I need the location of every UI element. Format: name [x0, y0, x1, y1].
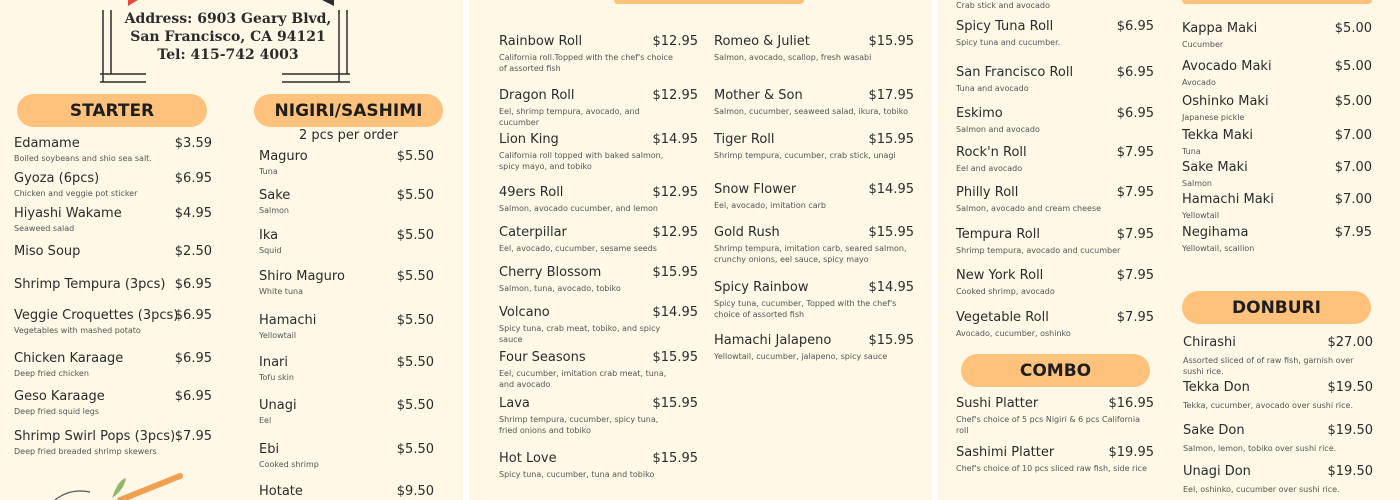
menu-item-price: $19.50	[1327, 380, 1373, 395]
menu-item-price: $5.50	[396, 269, 434, 284]
menu-item-name: Gold Rush	[714, 225, 780, 240]
menu-item-name: Geso Karaage	[14, 389, 105, 404]
menu-item-price: $5.00	[1334, 21, 1372, 36]
menu-item-name: Hamachi Jalapeno	[714, 333, 832, 348]
menu-item-name: Hot Love	[499, 451, 557, 466]
menu-item-description: Cucumber	[1182, 40, 1224, 49]
menu-panel-starter-nigiri	[0, 0, 463, 500]
combo-heading: COMBO	[961, 354, 1150, 387]
menu-item	[1182, 225, 1372, 265]
menu-item-price: $7.95	[1116, 310, 1154, 325]
menu-item-description: Salmon and avocado	[956, 125, 1040, 134]
menu-item-price: $7.00	[1334, 160, 1372, 175]
menu-item-description: Tekka, cucumber, avocado over sushi rice.	[1183, 401, 1354, 410]
menu-item	[259, 188, 434, 228]
menu-item-name: Hiyashi Wakame	[14, 206, 122, 221]
donburi-heading: DONBURI	[1182, 291, 1371, 324]
menu-item-description: Deep fried breaded shrimp skewers	[14, 447, 157, 456]
menu-item-name: Spicy Tuna Roll	[956, 19, 1054, 34]
menu-item-price: $14.95	[868, 280, 914, 295]
menu-item-price: $12.95	[652, 34, 698, 49]
menu-item	[14, 389, 212, 429]
menu-item-name: Shrimp Swirl Pops (3pcs)	[14, 429, 176, 444]
menu-item-name: Sake	[259, 188, 291, 203]
menu-item-description: Vegetables with mashed potato	[14, 326, 141, 335]
maki-heading-edge	[1182, 0, 1372, 4]
menu-item-description: Yellowtail	[1182, 211, 1220, 220]
menu-item-price: $6.95	[1116, 19, 1154, 34]
rolls-heading-edge	[614, 0, 804, 4]
menu-item-price: $7.95	[1116, 145, 1154, 160]
menu-item-description: Spicy tuna, cucumber, tuna and tobiko	[499, 470, 655, 479]
menu-item-name: Ebi	[259, 442, 280, 457]
menu-item-description: Eel and avocado	[956, 164, 1023, 173]
nigiri-subtitle: 2 pcs per order	[298, 128, 399, 143]
menu-item-price: $27.00	[1327, 335, 1373, 350]
menu-item	[259, 149, 434, 189]
chopsticks-illustration	[40, 470, 240, 500]
menu-item	[1183, 464, 1373, 500]
menu-item-description: Tuna	[1182, 147, 1201, 156]
menu-item-price: $7.95	[1116, 185, 1154, 200]
menu-item-name: 49ers Roll	[499, 185, 564, 200]
menu-item-price: $14.95	[652, 132, 698, 147]
menu-item	[14, 351, 212, 391]
menu-item	[956, 310, 1154, 350]
menu-item-description: Eel, oshinko, cucumber over sushi rice.	[1183, 485, 1340, 494]
menu-item-price: $5.50	[396, 398, 434, 413]
menu-item	[499, 350, 698, 390]
menu-item-price: $9.50	[396, 484, 434, 499]
menu-item-price: $6.95	[1116, 65, 1154, 80]
menu-item	[956, 19, 1154, 59]
menu-item-description: Eel, avocado, cucumber, sesame seeds	[499, 244, 657, 253]
menu-item-description: Yellowtail	[259, 331, 297, 340]
menu-item	[714, 333, 914, 373]
menu-item-price: $12.95	[652, 185, 698, 200]
menu-item-description: Tofu skin	[259, 373, 294, 382]
menu-panel-specialty-rolls	[469, 0, 932, 500]
menu-item-description: Shrimp tempura, imitation carb, seared salmon, crunchy onions, eel sauce, spicy mayo	[714, 244, 907, 264]
menu-item-description: Tuna and avocado	[956, 84, 1029, 93]
rolls-top-fragment: Crab stick and avocado	[956, 1, 1050, 10]
menu-item-description: Yellowtail, scallion	[1182, 244, 1255, 253]
menu-item-name: Cherry Blossom	[499, 265, 602, 280]
menu-item-price: $15.95	[868, 132, 914, 147]
menu-item-price: $15.95	[652, 265, 698, 280]
menu-item	[1182, 59, 1372, 99]
menu-item-description: Salmon, avocado and cream cheese	[956, 204, 1102, 213]
menu-item-description: Eel, avocado, imitation carb	[714, 201, 826, 210]
menu-item-description: Japanese pickle	[1182, 113, 1245, 122]
menu-item-name: Gyoza (6pcs)	[14, 171, 100, 186]
menu-item-description: Avocado, cucumber, oshinko	[956, 329, 1071, 338]
menu-item-price: $5.50	[396, 228, 434, 243]
menu-item-description: Salmon, avocado cucumber, and lemon	[499, 204, 658, 213]
menu-item-name: Rainbow Roll	[499, 34, 583, 49]
menu-item-description: Salmon, tuna, avocado, tobiko	[499, 284, 621, 293]
address-line-3: Tel: 415-742 4003	[157, 47, 299, 63]
menu-item-price: $7.95	[1116, 227, 1154, 242]
menu-item	[259, 398, 434, 438]
menu-item	[714, 225, 914, 265]
menu-item	[1182, 21, 1372, 61]
menu-item	[499, 451, 698, 491]
menu-item-description: Chef's choice of 5 pcs Nigiri & 6 pcs California roll	[956, 415, 1140, 435]
menu-item-name: Oshinko Maki	[1182, 94, 1269, 109]
menu-item-name: Sushi Platter	[956, 396, 1039, 411]
menu-item	[14, 429, 212, 469]
menu-item-description: Cooked shrimp, avocado	[956, 287, 1055, 296]
menu-item-name: Philly Roll	[956, 185, 1019, 200]
menu-item-name: Sake Maki	[1182, 160, 1248, 175]
menu-item-price: $17.95	[868, 88, 914, 103]
menu-item-name: Veggie Croquettes (3pcs)	[14, 308, 179, 323]
menu-item-name: Sake Don	[1183, 423, 1245, 438]
menu-item-description: California roll.Topped with the chef's choice of assorted fish	[499, 53, 673, 73]
menu-item	[259, 484, 434, 500]
menu-item-name: Dragon Roll	[499, 88, 575, 103]
menu-item	[259, 355, 434, 395]
menu-item-price: $5.50	[396, 313, 434, 328]
menu-item	[956, 185, 1154, 225]
menu-item	[259, 228, 434, 268]
menu-item-price: $5.00	[1334, 94, 1372, 109]
menu-item-name: Kappa Maki	[1182, 21, 1258, 36]
menu-item-name: Edamame	[14, 136, 80, 151]
menu-item-name: Unagi Don	[1183, 464, 1251, 479]
menu-item-description: Salmon, cucumber, seaweed salad, ikura, tobiko	[714, 107, 909, 116]
menu-item-description: Avocado	[1182, 78, 1216, 87]
menu-item-name: Shiro Maguro	[259, 269, 345, 284]
menu-item-price: $16.95	[1108, 396, 1154, 411]
menu-item-price: $15.95	[868, 225, 914, 240]
menu-item-name: Sashimi Platter	[956, 445, 1055, 460]
menu-item-name: Inari	[259, 355, 288, 370]
menu-item-name: Tempura Roll	[956, 227, 1040, 242]
menu-item-description: Salmon, avocado, scallop, fresh wasabi	[714, 53, 872, 62]
menu-item-price: $15.95	[868, 333, 914, 348]
menu-item	[499, 396, 698, 436]
menu-item-price: $6.95	[174, 351, 212, 366]
menu-item	[714, 280, 914, 320]
menu-item-description: California roll topped with baked salmon, spicy mayo, and tobiko	[499, 151, 664, 171]
address-line-2: San Francisco, CA 94121	[130, 29, 326, 45]
menu-item-name: Volcano	[499, 305, 550, 320]
menu-item-description: Seaweed salad	[14, 224, 75, 233]
menu-item	[714, 182, 914, 222]
menu-item-name: San Francisco Roll	[956, 65, 1074, 80]
menu-item-name: Caterpillar	[499, 225, 567, 240]
menu-item-price: $7.00	[1334, 128, 1372, 143]
menu-item-price: $5.00	[1334, 59, 1372, 74]
menu-item	[1183, 335, 1373, 375]
menu-item-name: Romeo & Juliet	[714, 34, 810, 49]
starter-heading: STARTER	[17, 94, 207, 127]
menu-item-name: Tekka Maki	[1182, 128, 1253, 143]
menu-item-name: Tekka Don	[1183, 380, 1250, 395]
menu-item-price: $19.50	[1327, 423, 1373, 438]
menu-item-name: Miso Soup	[14, 244, 81, 259]
menu-item-price: $5.50	[396, 355, 434, 370]
menu-item-description: Boiled soybeans and shio sea salt.	[14, 154, 152, 163]
menu-item-price: $6.95	[174, 389, 212, 404]
menu-item-price: $3.59	[174, 136, 212, 151]
menu-item-price: $14.95	[868, 182, 914, 197]
menu-item-name: Ika	[259, 228, 279, 243]
menu-item-price: $15.95	[868, 34, 914, 49]
menu-item-description: Chef's choice of 10 pcs sliced raw fish, side rice	[956, 464, 1147, 473]
menu-item-price: $15.95	[652, 396, 698, 411]
menu-item	[499, 305, 698, 345]
menu-item-description: Eel	[259, 416, 272, 425]
menu-item	[259, 442, 434, 482]
menu-item-name: Hamachi Maki	[1182, 192, 1274, 207]
menu-item-description: Yellowtail, cucumber, jalapeno, spicy sauce	[714, 352, 888, 361]
menu-item	[499, 34, 698, 74]
menu-item-name: Vegetable Roll	[956, 310, 1049, 325]
menu-item-name: Chirashi	[1183, 335, 1236, 350]
menu-item	[956, 145, 1154, 185]
menu-item	[499, 225, 698, 265]
menu-item	[14, 308, 212, 348]
menu-item-price: $6.95	[174, 308, 212, 323]
address-line-1: Address: 6903 Geary Blvd,	[124, 11, 332, 27]
menu-item-price: $14.95	[652, 305, 698, 320]
menu-item-description: Deep fried chicken	[14, 369, 89, 378]
menu-item	[499, 88, 698, 128]
menu-item-price: $2.50	[174, 244, 212, 259]
menu-item-name: New York Roll	[956, 268, 1044, 283]
menu-item-description: Squid	[259, 246, 282, 255]
menu-item-name: Lava	[499, 396, 530, 411]
menu-item	[956, 396, 1154, 436]
menu-item-price: $4.95	[174, 206, 212, 221]
menu-item	[499, 185, 698, 225]
menu-item-description: Chicken and veggie pot sticker	[14, 189, 138, 198]
menu-item	[956, 445, 1154, 485]
menu-item-description: Salmon	[1182, 179, 1212, 188]
menu-item	[956, 227, 1154, 267]
menu-item-name: Mother & Son	[714, 88, 803, 103]
menu-item-name: Four Seasons	[499, 350, 586, 365]
menu-item-description: Shrimp tempura, avocado and cucumber	[956, 246, 1121, 255]
menu-item-name: Hotate	[259, 484, 303, 499]
menu-item-name: Unagi	[259, 398, 297, 413]
menu-item-name: Tiger Roll	[714, 132, 775, 147]
menu-item-description: Cooked shrimp	[259, 460, 319, 469]
menu-item-description: Assorted sliced of of raw fish, garnish over sushi rice.	[1183, 356, 1354, 376]
menu-item-name: Maguro	[259, 149, 308, 164]
menu-item	[259, 269, 434, 309]
menu-item-description: Spicy tuna and cucumber.	[956, 38, 1061, 47]
menu-item-price: $6.95	[174, 171, 212, 186]
menu-item	[14, 171, 212, 211]
menu-item-price: $7.95	[174, 429, 212, 444]
menu-item-price: $12.95	[652, 225, 698, 240]
menu-item-description: Spicy tuna, cucumber, Topped with the chef's choice of assorted fish	[714, 299, 897, 319]
menu-item-price: $7.95	[1334, 225, 1372, 240]
menu-item-price: $15.95	[652, 451, 698, 466]
menu-item-description: Shrimp tempura, cucumber, crab stick, unagi	[714, 151, 896, 160]
menu-item-description: Salmon, lemon, tobiko over sushi rice.	[1183, 444, 1337, 453]
menu-item	[714, 34, 914, 74]
menu-item-name: Lion King	[499, 132, 559, 147]
menu-item-description: Deep fried squid legs	[14, 407, 100, 416]
menu-item	[714, 88, 914, 128]
menu-item	[1183, 380, 1373, 420]
menu-item-price: $5.50	[396, 149, 434, 164]
menu-item-description: Eel, shrimp tempura, avocado, and cucumber	[499, 107, 640, 127]
menu-item-price: $19.95	[1108, 445, 1154, 460]
menu-panel-rolls-combo-maki-donburi	[938, 0, 1400, 500]
menu-item-name: Chicken Karaage	[14, 351, 124, 366]
menu-item-description: Spicy tuna, crab meat, tobiko, and spicy sauce	[499, 324, 661, 344]
menu-item	[259, 313, 434, 353]
menu-item-price: $15.95	[652, 350, 698, 365]
menu-item-name: Shrimp Tempura (3pcs)	[14, 277, 166, 292]
menu-item	[499, 132, 698, 172]
menu-item	[14, 136, 212, 176]
menu-item-name: Negihama	[1182, 225, 1249, 240]
menu-item-name: Eskimo	[956, 106, 1003, 121]
menu-item-price: $6.95	[1116, 106, 1154, 121]
menu-item-name: Hamachi	[259, 313, 317, 328]
menu-item	[956, 65, 1154, 105]
menu-item-name: Avocado Maki	[1182, 59, 1272, 74]
menu-item	[714, 132, 914, 172]
menu-item-description: Shrimp tempura, cucumber, spicy tuna, fried onions and tobiko	[499, 415, 659, 435]
menu-item	[14, 206, 212, 246]
menu-item-name: Snow Flower	[714, 182, 797, 197]
menu-item	[1183, 423, 1373, 463]
menu-item-description: White tuna	[259, 287, 303, 296]
menu-item-description: Tuna	[259, 167, 278, 176]
menu-item-description: Eel, cucumber, imitation crab meat, tuna, and avocado	[499, 369, 667, 389]
menu-item	[956, 106, 1154, 146]
menu-item	[956, 268, 1154, 308]
menu-item-price: $5.50	[396, 442, 434, 457]
menu-item-price: $19.50	[1327, 464, 1373, 479]
menu-item-description: Salmon	[259, 206, 289, 215]
menu-item-price: $5.50	[396, 188, 434, 203]
menu-item-price: $6.95	[174, 277, 212, 292]
menu-item-name: Rock'n Roll	[956, 145, 1027, 160]
menu-item-price: $7.00	[1334, 192, 1372, 207]
menu-item-price: $7.95	[1116, 268, 1154, 283]
menu-item	[499, 265, 698, 305]
menu-item-name: Spicy Rainbow	[714, 280, 809, 295]
nigiri-heading: NIGIRI/SASHIMI	[254, 94, 443, 127]
menu-item-price: $12.95	[652, 88, 698, 103]
